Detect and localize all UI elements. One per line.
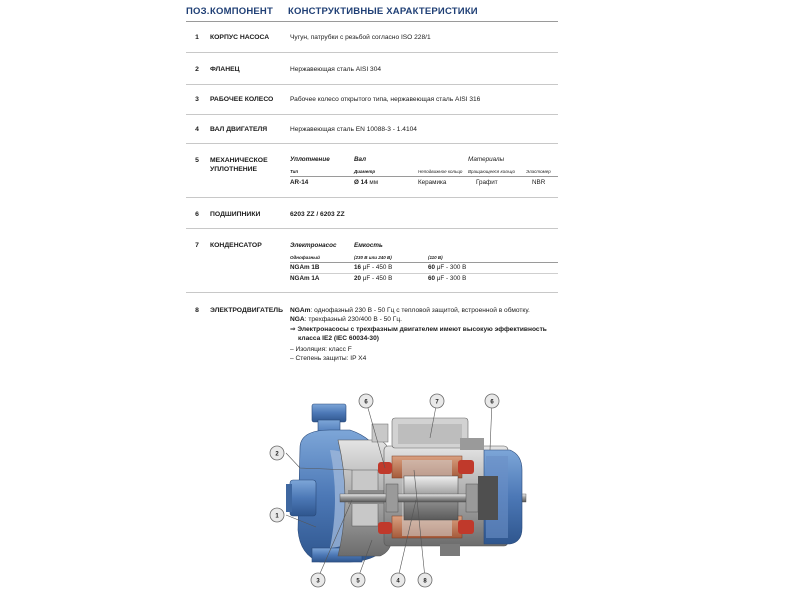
capacitor-sub-voltage-a: (230 В или 240 В): [354, 255, 392, 260]
row-num: 8: [195, 307, 199, 314]
svg-text:6: 6: [364, 399, 368, 406]
callout-6-right: [485, 394, 499, 408]
seal-rotating-ring: Графит: [476, 179, 498, 186]
capacitor-model: NGAm 1A: [290, 275, 320, 282]
header-pos: ПОЗ.: [186, 6, 210, 17]
row-num: 1: [195, 34, 199, 41]
svg-text:7: 7: [435, 399, 439, 406]
svg-text:5: 5: [356, 578, 360, 585]
seal-elastomer: NBR: [532, 179, 546, 186]
callout-2: [270, 446, 284, 460]
motor-line-4: класса IE2 (IEC 60034-30): [298, 335, 379, 342]
motor-line-3: ⇒ Электронасосы с трехфазным двигателем имеют высокую эффективность: [290, 326, 547, 333]
row-component: КОНДЕНСАТОР: [210, 242, 262, 249]
seal-header-shaft: Вал: [354, 156, 367, 163]
motor-line-6: – Степень защиты: IP X4: [290, 355, 367, 362]
capacitor-value-a: 20 μF - 450 В: [354, 275, 393, 282]
seal-diameter: Ø 14 мм: [354, 179, 379, 186]
svg-text:4: 4: [396, 578, 400, 585]
row-num: 6: [195, 211, 199, 218]
row-description: Нержавеющая сталь AISI 304: [290, 66, 382, 73]
row-component: КОРПУС НАСОСА: [210, 34, 270, 41]
callout-4: [391, 573, 405, 587]
capacitor-model: NGAm 1B: [290, 264, 320, 271]
callout-7: [430, 394, 444, 408]
seal-sub-fixed-ring: Неподвижное кольцо: [418, 169, 463, 174]
motor-line-1: NGAm: однофазный 230 В - 50 Гц с тепловой защитой, встроенной в обмотку.: [290, 307, 530, 314]
row-num: 2: [195, 66, 199, 73]
seal-sub-rotating-ring: Вращающееся кольцо: [468, 169, 515, 174]
bearings-value: 6203 ZZ / 6203 ZZ: [290, 211, 345, 218]
row-num: 7: [195, 242, 199, 249]
seal-sub-diameter: Диаметр: [354, 169, 376, 174]
capacitor-value-b: 60 μF - 300 В: [428, 275, 467, 282]
svg-text:3: 3: [316, 578, 320, 585]
row-component: РАБОЧЕЕ КОЛЕСО: [210, 96, 274, 103]
row-component: ВАЛ ДВИГАТЕЛЯ: [210, 126, 268, 133]
seal-component-line2: УПЛОТНЕНИЕ: [210, 166, 258, 173]
motor-line-5: – Изоляция: класс F: [290, 346, 352, 353]
row-description: Нержавеющая сталь EN 10088-3 - 1.4104: [290, 126, 417, 133]
seal-sub-elastomer: Эластомер: [526, 169, 551, 174]
seal-header-materials: Материалы: [468, 156, 505, 163]
callout-3: [311, 573, 325, 587]
seal-component-line1: МЕХАНИЧЕСКОЕ: [210, 157, 268, 164]
svg-text:1: 1: [275, 513, 279, 520]
capacitor-value-b: 60 μF - 300 В: [428, 264, 467, 271]
seal-header-seal: Уплотнение: [290, 156, 330, 163]
fan-cover: [478, 450, 522, 544]
svg-text:6: 6: [490, 399, 494, 406]
row-description: Рабочее колесо открытого типа, нержавеющая сталь AISI 316: [290, 96, 481, 103]
svg-text:2: 2: [275, 451, 279, 458]
seal-fixed-ring: Керамика: [418, 179, 447, 186]
header-characteristics: КОНСТРУКТИВНЫЕ ХАРАКТЕРИСТИКИ: [288, 6, 478, 17]
row-component: ПОДШИПНИКИ: [210, 211, 261, 218]
callout-6-left: [359, 394, 373, 408]
capacitor-header-pump: Электронасос: [290, 242, 337, 249]
callout-1: [270, 508, 284, 522]
motor-foot: [440, 544, 460, 556]
svg-text:8: 8: [423, 578, 427, 585]
row-num: 5: [195, 157, 199, 164]
row-component: ЭЛЕКТРОДВИГАТЕЛЬ: [210, 307, 283, 314]
capacitor-header-capacity: Емкость: [354, 242, 383, 249]
seal-type: AR-14: [290, 179, 309, 186]
row-component: ФЛАНЕЦ: [210, 66, 240, 73]
capacitor-sub-single-phase: Однофазный: [290, 255, 320, 260]
capacitor-sub-voltage-b: (110 В): [428, 255, 443, 260]
row-num: 3: [195, 96, 199, 103]
capacitor-value-a: 16 μF - 450 В: [354, 264, 393, 271]
callout-8: [418, 573, 432, 587]
seal-sub-type: Тип: [290, 169, 299, 174]
callout-5: [351, 573, 365, 587]
header-component: КОМПОНЕНТ: [210, 6, 273, 17]
motor-line-2: NGA: трехфазный 230/400 В - 50 Гц.: [290, 316, 402, 323]
row-description: Чугун, патрубки с резьбой согласно ISO 228/1: [290, 34, 431, 41]
row-num: 4: [195, 126, 199, 133]
